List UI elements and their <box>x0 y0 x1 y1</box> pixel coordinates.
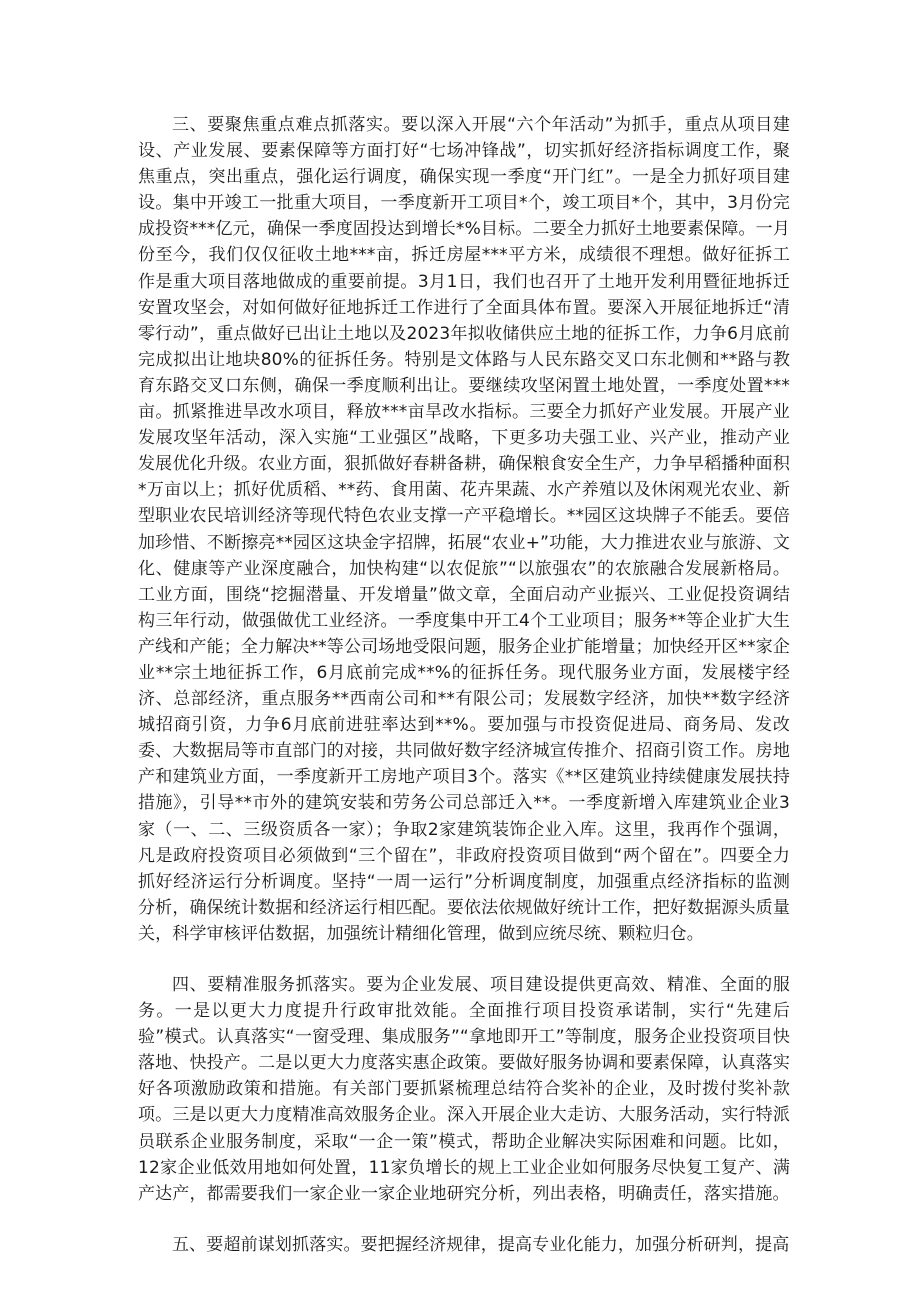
paragraph-section-five: 五、要超前谋划抓落实。要把握经济规律，提高专业化能力，加强分析研判，提高 <box>172 1234 790 1255</box>
paragraph-section-three: 三、要聚焦重点难点抓落实。要以深入开展“六个年活动”为抓手，重点从项目建设、产业发展、要素保障等方面打好“七场冲锋战”，切实抓好经济指标调度工作，聚焦重点，突出重点，强化运行调度，确保实现一季度“开门红”。一是全力抓好项目建设。集中开竣工一批重大项目，一季度新开工项目*个，竣工项目*个，其中，3月份完成投资***亿元，确保一季度固投达到增长*%目标。二要全力抓好土地要素保障。一月份至今，我们仅仅征收土地***亩，拆迁房屋***平方米，成绩很不理想。做好征拆工作是重大项目落地做成的重要前提。3月1日，我们也召开了土地开发利用暨征地拆迁安置攻坚会，对如何做好征地拆迁工作进行了全面具体布置。要深入开展征地拆迁“清零行动”，重点做好已出让土地以及2023年拟收储供应土地的征拆工作，力争6月底前完成拟出让地块80%的征拆任务。特别是文体路与人民东路交叉口东北侧和**路与教育东路交叉口东侧，确保一季度顺利出让。要继续攻坚闲置土地处置，一季度处置***亩。抓紧推进旱改水项目，释放***亩旱改水指标。三要全力抓好产业发展。开展产业发展攻坚年活动，深入实施“工业强区”战略，下更多功夫强工业、兴产业，推动产业发展优化升级。农业方面，狠抓做好春耕备耕，确保粮食安全生产，力争早稻播种面积*万亩以上；抓好优质稻、**药、食用菌、花卉果蔬、水产养殖以及休闲观光农业、新型职业农民培训经济等现代特色农业支撑一产平稳增长。**园区这块牌子不能丢。要倍加珍惜、不断擦亮**园区这块金字招牌，拓展“农业+”功能，大力推进农业与旅游、文化、健康等产业深度融合，加快构建“以农促旅”“以旅强农”的农旅融合发展新格局。工业方面，围绕“挖掘潜量、开发增量”做文章，全面启动产业振兴、工业促投资调结构三年行动，做强做优工业经济。一季度集中开工4个工业项目；服务**等企业扩大生产线和产能；全力解决**等公司场地受限问题，服务企业扩能增量；加快经开区**家企业**宗土地征拆工作，6月底前完成**%的征拆任务。现代服务业方面，发展楼宇经济、总部经济，重点服务**西南公司和**有限公司；发展数字经济，加快**数字经济城招商引资，力争6月底前进驻率达到**%。要加强与市投资促进局、商务局、发改委、大数据局等市直部门的对接，共同做好数字经济城宣传推介、招商引资工作。房地产和建筑业方面，一季度新开工房地产项目3个。落实《**区建筑业持续健康发展扶持措施》，引导**市外的建筑安装和劳务公司总部迁入**。一季度新增入库建筑业企业3家（一、二、三级资质各一家）；争取2家建筑装饰企业入库。这里，我再作个强调，凡是政府投资项目必须做到“三个留在”，非政府投资项目做到“两个留在”。四要全力抓好经济运行分析调度。坚持“一周一运行”分析调度制度，加强重点经济指标的监测分析，确保统计数据和经济运行相匹配。要依法依规做好统计工作，把好数据源头质量关，科学审核评估数据，加强统计精细化管理，做到应统尽统、颗粒归仓。 <box>138 115 790 944</box>
paragraph-section-four: 四、要精准服务抓落实。要为企业发展、项目建设提供更高效、精准、全面的服务。一是以更大力度提升行政审批效能。全面推行项目投资承诺制，实行“先建后验”模式。认真落实“一窗受理、集成服务”“拿地即开工”等制度，服务企业投资项目快落地、快投产。二是以更大力度落实惠企政策。要做好服务协调和要素保障，认真落实好各项激励政策和措施。有关部门要抓紧梳理总结符合奖补的企业，及时拨付奖补款项。三是以更大力度精准高效服务企业。深入开展企业大走访、大服务活动，实行特派员联系企业服务制度，采取“一企一策”模式，帮助企业解决实际困难和问题。比如，12家企业低效用地如何处置，11家负增长的规上工业企业如何服务尽快复工复产、满产达产，都需要我们一家企业一家企业地研究分析，列出表格，明确责任，落实措施。 <box>138 975 790 1204</box>
document-body <box>138 112 790 1258</box>
